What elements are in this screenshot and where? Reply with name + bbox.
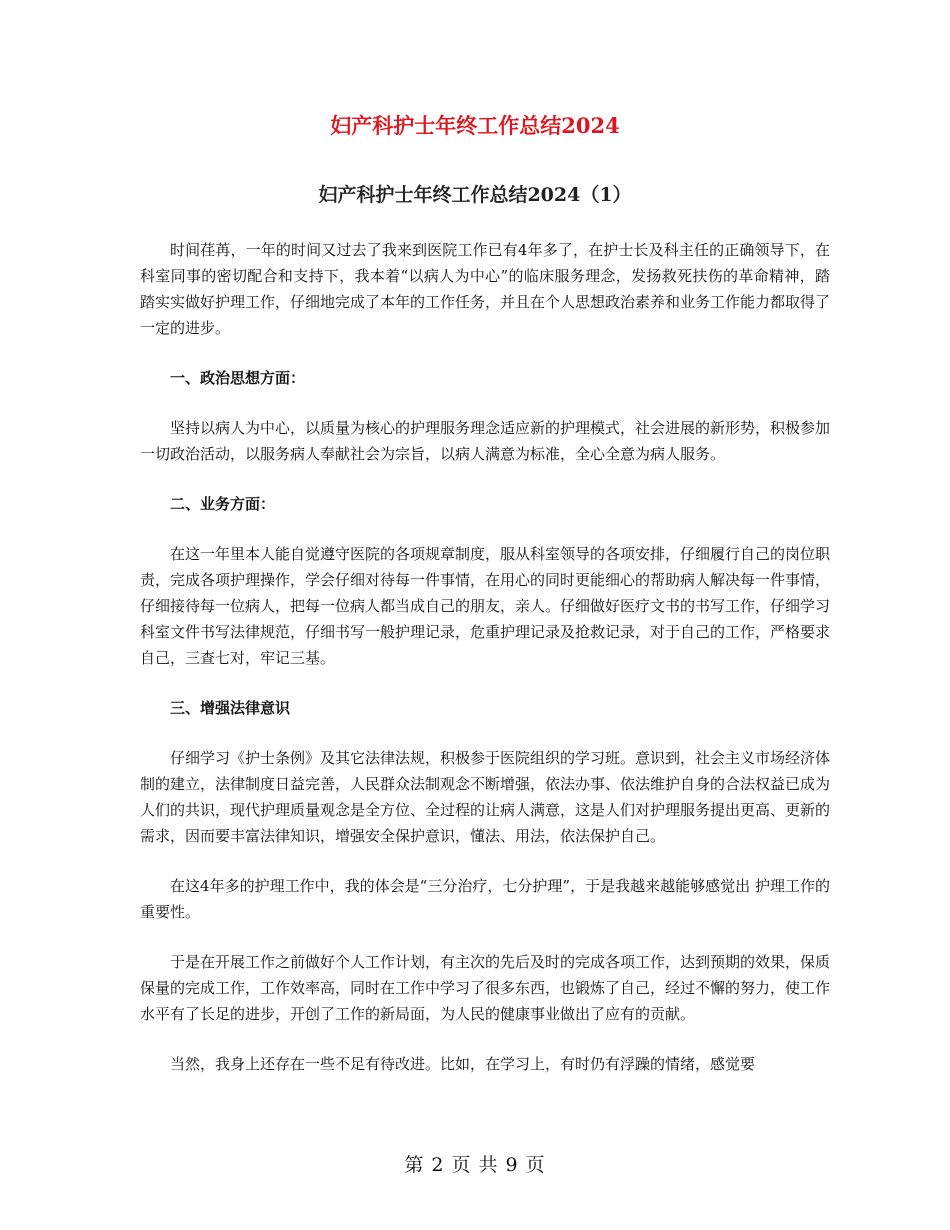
document-subtitle: 妇产科护士年终工作总结2024（1）: [318, 184, 632, 206]
document-title: 妇产科护士年终工作总结2024: [330, 113, 620, 138]
document-body: [140, 237, 830, 1101]
planning-paragraph: 于是在开展工作之前做好个人工作计划，有主次的先后及时的完成各项工作，达到预期的效果，保质保量的完成工作，工作效率高，同时在工作中学习了很多东西，也锻炼了自己，经过不懈的努力，使工作水平有了长足的进步，开创了工作的新局面，为人民的健康事业做出了应有的贡献。: [140, 953, 831, 1023]
section-heading-politics: 一、政治思想方面：: [170, 369, 306, 387]
section-text-business: 在这一年里本人能自觉遵守医院的各项规章制度，服从科室领导的各项安排，仔细履行自己的岗位职责，完成各项护理操作，学会仔细对待每一件事情，在用心的同时更能细心的帮助病人解决每一件事情，仔细接待每一位病人，把每一位病人都当成自己的朋友，亲人。仔细做好医疗文书的书写工作，仔细学习科室文件书写法律规范，仔细书写一般护理记录，危重护理记录及抢救记录，对于自己的工作，严格要求自己，三查七对，牢记三基。: [140, 545, 831, 667]
section-text-law: 仔细学习《护士条例》及其它法律法规，积极参于医院组织的学习班。意识到，社会主义市场经济体制的建立，法律制度日益完善，人民群众法制观念不断增强，依法办事、依法维护自身的合法权益已成为人们的共识，现代护理质量观念是全方位、全过程的让病人满意，这是人们对护理服务提出更高、更新的需求，因而要丰富法律知识，增强安全保护意识，懂法、用法，依法保护自己。: [140, 749, 831, 845]
shortcomings-paragraph: 当然，我身上还存在一些不足有待改进。比如，在学习上，有时仍有浮躁的情绪，感觉要: [170, 1055, 756, 1073]
page-number-footer: 第 2 页 共 9 页: [404, 1154, 546, 1176]
section-text-politics: 坚持以病人为中心，以质量为核心的护理服务理念适应新的护理模式，社会进展的新形势，积极参加一切政治活动，以服务病人奉献社会为宗旨，以病人满意为标准，全心全意为病人服务。: [140, 419, 831, 463]
intro-paragraph: 时间荏苒，一年的时间又过去了我来到医院工作已有4年多了，在护士长及科主任的正确领导下，在科室同事的密切配合和支持下，我本着“以病人为中心”的临床服务理念，发扬救死扶伤的革命精神，踏踏实实做好护理工作，仔细地完成了本年的工作任务，并且在个人思想政治素养和业务工作能力都取得了一定的进步。: [140, 241, 831, 337]
experience-paragraph: 在这4年多的护理工作中，我的体会是“三分治疗，七分护理”，于是我越来越能够感觉出 护理工作的重要性。: [140, 877, 830, 921]
section-heading-law: 三、增强法律意识: [170, 699, 291, 717]
section-heading-business: 二、业务方面：: [170, 495, 276, 513]
